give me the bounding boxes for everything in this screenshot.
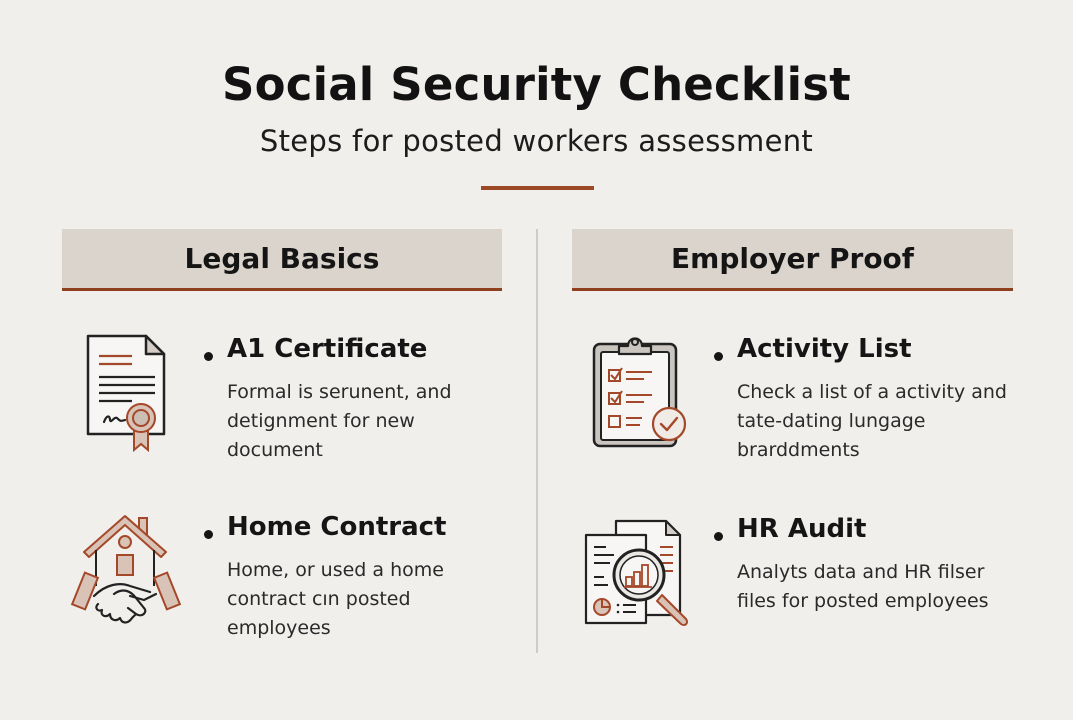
item-description: Analyts data and HR filser files for posted employees [737, 561, 989, 612]
item-description: Check a list of a activity and tate-dating lungage brarddments [737, 381, 1007, 461]
certificate-icon [80, 330, 190, 460]
bullet-dot [714, 532, 723, 541]
item-title: Home Contract [227, 512, 447, 542]
checklist-item-activity-list [590, 330, 1030, 470]
clipboard-checklist-icon [590, 330, 700, 460]
item-title: HR Audit [737, 514, 867, 544]
home-contract-handshake-icon [70, 508, 185, 638]
item-title: Activity List [737, 334, 912, 364]
bullet-dot [204, 530, 213, 539]
item-description: Formal is serunent, and detignment for new document [227, 381, 452, 461]
item-title: A1 Certificate [227, 334, 428, 364]
bullet-dot [204, 352, 213, 361]
title-accent-rule [481, 186, 594, 190]
checklist-item-home-contract [70, 508, 510, 648]
page-title: Social Security Checklist [222, 58, 851, 111]
document-magnifier-audit-icon [582, 510, 697, 640]
column-heading-employer-proof: Employer Proof [572, 229, 1013, 291]
column-divider [536, 229, 538, 653]
checklist-item-hr-audit [582, 510, 1022, 650]
column-heading-legal-basics: Legal Basics [62, 229, 502, 291]
item-description: Home, or used a home contract cın posted employees [227, 559, 444, 639]
bullet-dot [714, 352, 723, 361]
page-subtitle: Steps for posted workers assessment [259, 124, 814, 158]
checklist-item-a1-certificate [80, 330, 520, 470]
